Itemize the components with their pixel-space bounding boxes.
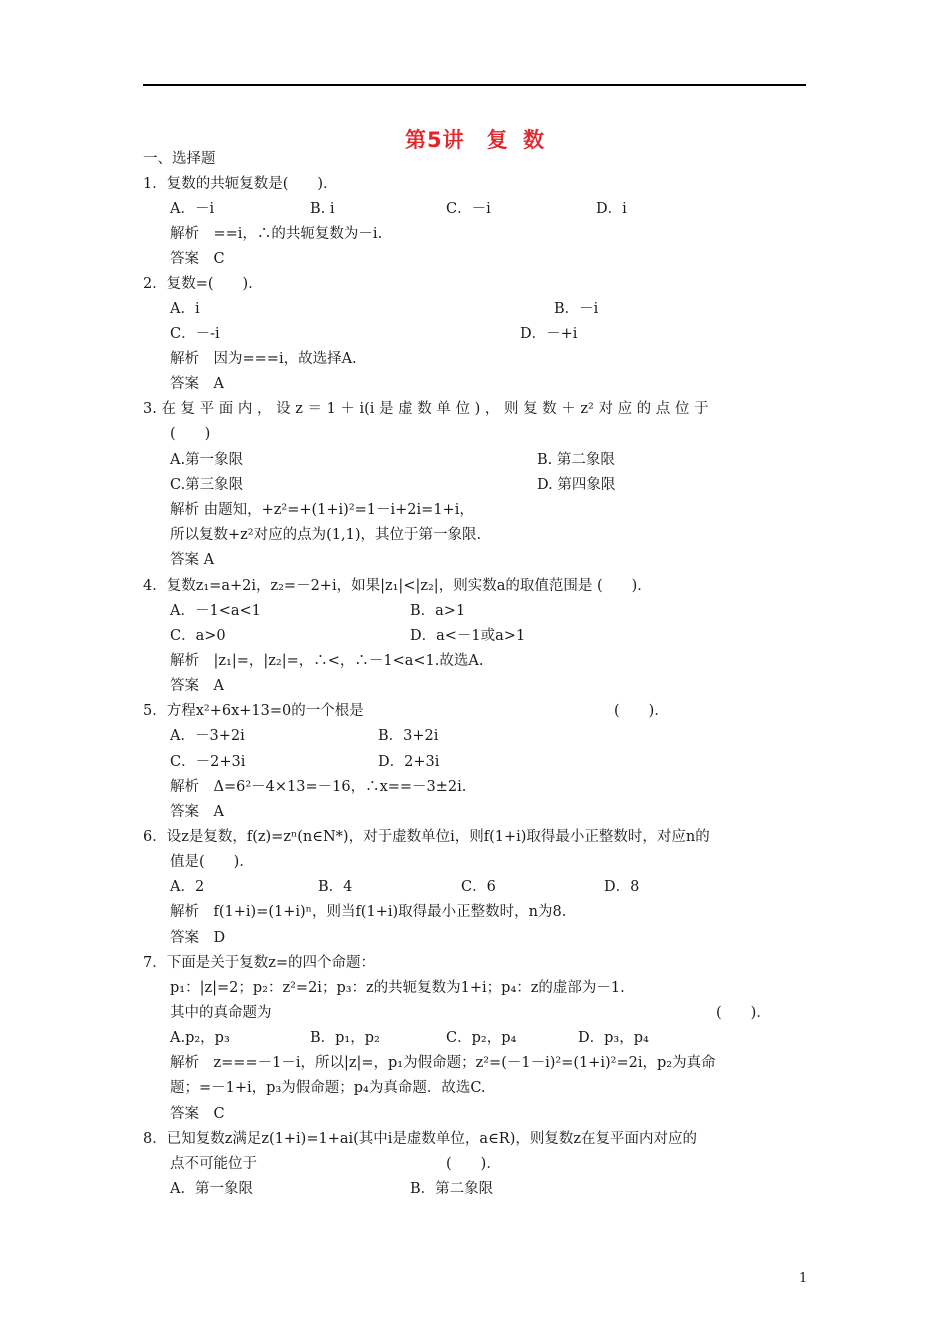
text-line: ( )． <box>614 703 669 719</box>
text-line: D．i <box>596 201 627 217</box>
text-line: B. 第二象限 <box>537 452 615 468</box>
text-line: 8．已知复数z满足z(1+i)=1+ai(其中i是虚数单位，a∈R)，则复数z在复平面内对应的 <box>143 1131 698 1147</box>
text-line: ( ) <box>170 426 211 442</box>
header-rule <box>143 84 806 86</box>
text-line: 解析 由题知，+z²=+(1+i)²=1－i+2i=1+i， <box>170 502 474 518</box>
text-line: C．a>0 <box>170 628 226 644</box>
text-line: A．－i <box>170 201 215 217</box>
text-line: D．－+i <box>520 326 578 342</box>
text-line: C．－-i <box>170 326 220 342</box>
text-line: 答案 C <box>170 251 225 267</box>
text-line: A．i <box>170 301 200 317</box>
text-line: ( )． <box>446 1156 501 1172</box>
text-line: A．－1<a<1 <box>170 603 261 619</box>
text-line: 所以复数+z²对应的点为(1,1)，其位于第一象限. <box>170 527 482 543</box>
text-line: 1．复数的共轭复数是( )． <box>143 176 338 192</box>
text-line: C．6 <box>461 879 496 895</box>
text-line: B．3+2i <box>378 728 439 744</box>
text-line: 其中的真命题为 <box>170 1005 272 1021</box>
text-line: A．第一象限 <box>170 1181 253 1197</box>
text-line: 答案 A <box>170 804 224 820</box>
text-line: 一、选择题 <box>143 151 216 167</box>
text-line: 值是( )． <box>170 854 254 870</box>
text-line: 解析 |z₁|=，|z₂|=，∴<，∴－1<a<1.故选A. <box>170 653 484 669</box>
text-line: 7．下面是关于复数z=的四个命题： <box>143 955 376 971</box>
text-line: 3. 在 复 平 面 内 ， 设 z ＝ 1 ＋ i(i 是 虚 数 单 位 ) ， 则 复 数 ＋ z² 对 应 的 点 位 于 <box>143 401 709 417</box>
text-line: B．第二象限 <box>410 1181 494 1197</box>
text-line: 答案 D <box>170 930 226 946</box>
text-line: 5．方程x²+6x+13=0的一个根是 <box>143 703 364 719</box>
text-line: C．p₂，p₄ <box>446 1030 517 1046</box>
text-line: B．p₁，p₂ <box>310 1030 380 1046</box>
text-line: 答案 A <box>170 376 224 392</box>
text-line: D．8 <box>604 879 640 895</box>
text-line: B．－i <box>554 301 599 317</box>
text-line: D．p₃，p₄ <box>578 1030 649 1046</box>
text-line: 4．复数z₁=a+2i，z₂=－2+i，如果|z₁|<|z₂|，则实数a的取值范围是 ( )． <box>143 578 652 594</box>
text-line: B．4 <box>318 879 353 895</box>
text-line: D. 第四象限 <box>537 477 616 493</box>
text-line: C.第三象限 <box>170 477 244 493</box>
text-line: A.第一象限 <box>170 452 244 468</box>
text-line: A．－3+2i <box>170 728 245 744</box>
text-line: B. i <box>310 201 335 217</box>
text-line: 答案 A <box>170 552 215 568</box>
text-line: 解析 Δ=6²－4×13=－16，∴x==－3±2i. <box>170 779 467 795</box>
text-line: 6．设z是复数，f(z)=zⁿ(n∈N*)，对于虚数单位i，则f(1+i)取得最小正整数时，对应n的 <box>143 829 710 845</box>
text-line: 解析 因为===i，故选择A. <box>170 351 357 367</box>
text-line: D．a<－1或a>1 <box>410 628 526 644</box>
text-line: B．a>1 <box>410 603 466 619</box>
text-line: D．2+3i <box>378 754 440 770</box>
text-line: 答案 A <box>170 678 224 694</box>
text-line: 题；=－1+i，p₃为假命题；p₄为真命题．故选C. <box>170 1080 486 1096</box>
text-line: A.p₂，p₃ <box>170 1030 230 1046</box>
text-line: A．2 <box>170 879 205 895</box>
text-line: 点不可能位于 <box>170 1156 257 1172</box>
text-line: 2．复数=( )． <box>143 276 263 292</box>
text-line: 答案 C <box>170 1106 225 1122</box>
text-line: 解析 z===－1－i，所以|z|=，p₁为假命题；z²=(－1－i)²=(1+i)²=2i，p₂为真命 <box>170 1055 716 1071</box>
page-title: 第5讲 复 数 <box>405 128 545 152</box>
text-line: ( )． <box>716 1005 771 1021</box>
text-line: C．－2+3i <box>170 754 246 770</box>
text-line: C．－i <box>446 201 491 217</box>
text-line: 解析 ==i，∴的共轭复数为－i. <box>170 226 383 242</box>
page-number: 1 <box>799 1271 808 1286</box>
text-line: p₁：|z|=2；p₂：z²=2i；p₃：z的共轭复数为1+i；p₄：z的虚部为－1. <box>170 980 625 996</box>
text-line: 解析 f(1+i)=(1+i)ⁿ，则当f(1+i)取得最小正整数时，n为8. <box>170 904 567 920</box>
